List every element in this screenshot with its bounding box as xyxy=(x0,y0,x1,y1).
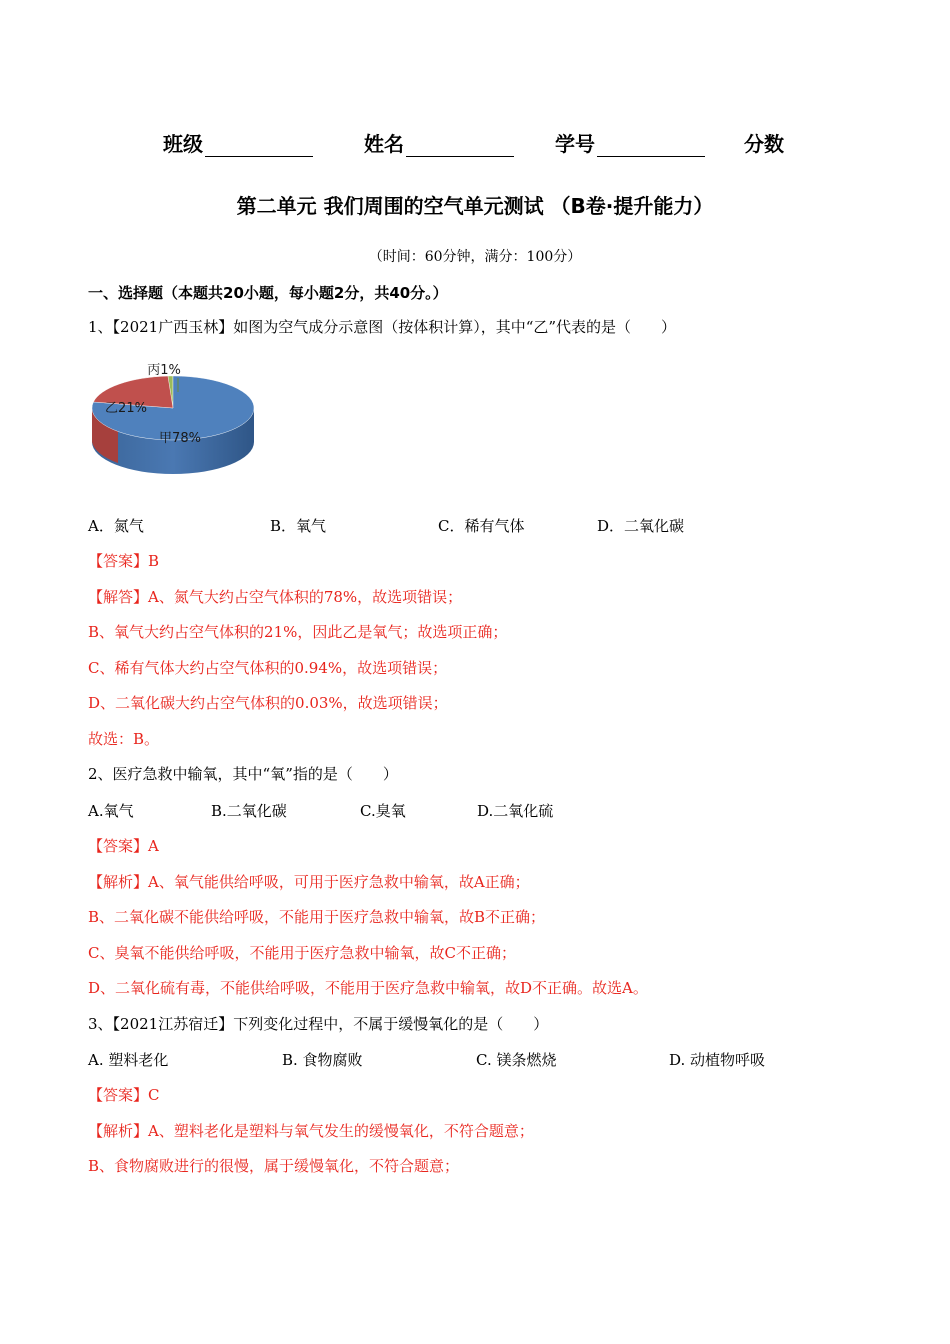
q1-explain-line: 【解答】A、氮气大约占空气体积的78%，故选项错误； xyxy=(88,588,463,606)
student-id-blank[interactable] xyxy=(597,136,705,157)
q2-option-c[interactable]: C.臭氧 xyxy=(360,802,406,820)
q1-option-c[interactable]: C．稀有气体 xyxy=(438,517,525,535)
name-blank[interactable] xyxy=(406,136,514,157)
question-3-stem: 3、【2021江苏宿迁】下列变化过程中，不属于缓慢氧化的是（ ） xyxy=(88,1015,549,1033)
class-field[interactable] xyxy=(163,128,313,157)
q1-explain-line: 故选：B。 xyxy=(88,730,160,748)
q1-explain-line: C、稀有气体大约占空气体积的0.94%，故选项错误； xyxy=(88,659,448,677)
class-blank[interactable] xyxy=(205,136,313,157)
q3-answer: 【答案】C xyxy=(88,1086,160,1104)
q2-explain-line: 【解析】A、氧气能供给呼吸，可用于医疗急救中输氧，故A正确； xyxy=(88,873,530,891)
q3-option-c[interactable]: C. 镁条燃烧 xyxy=(476,1051,557,1069)
q3-explain-line: B、食物腐败进行的很慢，属于缓慢氧化，不符合题意； xyxy=(88,1157,460,1175)
student-id-label: 学号 xyxy=(555,132,595,156)
class-label: 班级 xyxy=(163,132,203,156)
q2-option-d[interactable]: D.二氧化硫 xyxy=(477,802,554,820)
pie-slice-label: 甲78% xyxy=(159,431,201,446)
q2-answer: 【答案】A xyxy=(88,837,159,855)
question-1-stem: 1、【2021广西玉林】如图为空气成分示意图（按体积计算），其中“乙”代表的是（ ） xyxy=(88,318,677,336)
q2-explain-line: B、二氧化碳不能供给呼吸，不能用于医疗急救中输氧，故B不正确； xyxy=(88,908,546,926)
air-composition-pie-chart xyxy=(88,356,268,486)
q3-option-a[interactable]: A. 塑料老化 xyxy=(88,1051,169,1069)
pie-slice-label: 乙21% xyxy=(105,401,147,416)
name-field[interactable] xyxy=(364,128,514,157)
q3-option-b[interactable]: B. 食物腐败 xyxy=(282,1051,363,1069)
page-subtitle: （时间：60分钟，满分：100分） xyxy=(368,249,582,265)
q1-explain-line: D、二氧化碳大约占空气体积的0.03%，故选项错误； xyxy=(88,694,448,712)
q1-answer: 【答案】B xyxy=(88,552,160,570)
q2-explain-line: D、二氧化硫有毒，不能供给呼吸，不能用于医疗急救中输氧，故D不正确。故选A。 xyxy=(88,979,648,997)
pie-slice-label: 丙1% xyxy=(147,363,181,378)
q3-explain-line: 【解析】A、塑料老化是塑料与氧气发生的缓慢氧化，不符合题意； xyxy=(88,1122,534,1140)
section-heading: 一、选择题（本题共20小题，每小题2分，共40分。） xyxy=(88,284,448,302)
q2-option-a[interactable]: A.氧气 xyxy=(88,802,134,820)
q2-explain-line: C、臭氧不能供给呼吸，不能用于医疗急救中输氧，故C不正确； xyxy=(88,944,516,962)
name-label: 姓名 xyxy=(364,132,404,156)
score-label: 分数 xyxy=(744,132,784,156)
q1-option-a[interactable]: A．氮气 xyxy=(88,517,144,535)
page-title: 第二单元 我们周围的空气单元测试 （B卷·提升能力） xyxy=(236,194,714,218)
student-id-field[interactable] xyxy=(555,128,705,157)
q2-option-b[interactable]: B.二氧化碳 xyxy=(211,802,287,820)
question-2-stem: 2、医疗急救中输氧，其中“氧”指的是（ ） xyxy=(88,765,398,783)
q1-option-d[interactable]: D．二氧化碳 xyxy=(597,517,685,535)
q1-option-b[interactable]: B．氧气 xyxy=(270,517,327,535)
q1-explain-line: B、氧气大约占空气体积的21%，因此乙是氧气；故选项正确； xyxy=(88,623,508,641)
q3-option-d[interactable]: D. 动植物呼吸 xyxy=(669,1051,766,1069)
